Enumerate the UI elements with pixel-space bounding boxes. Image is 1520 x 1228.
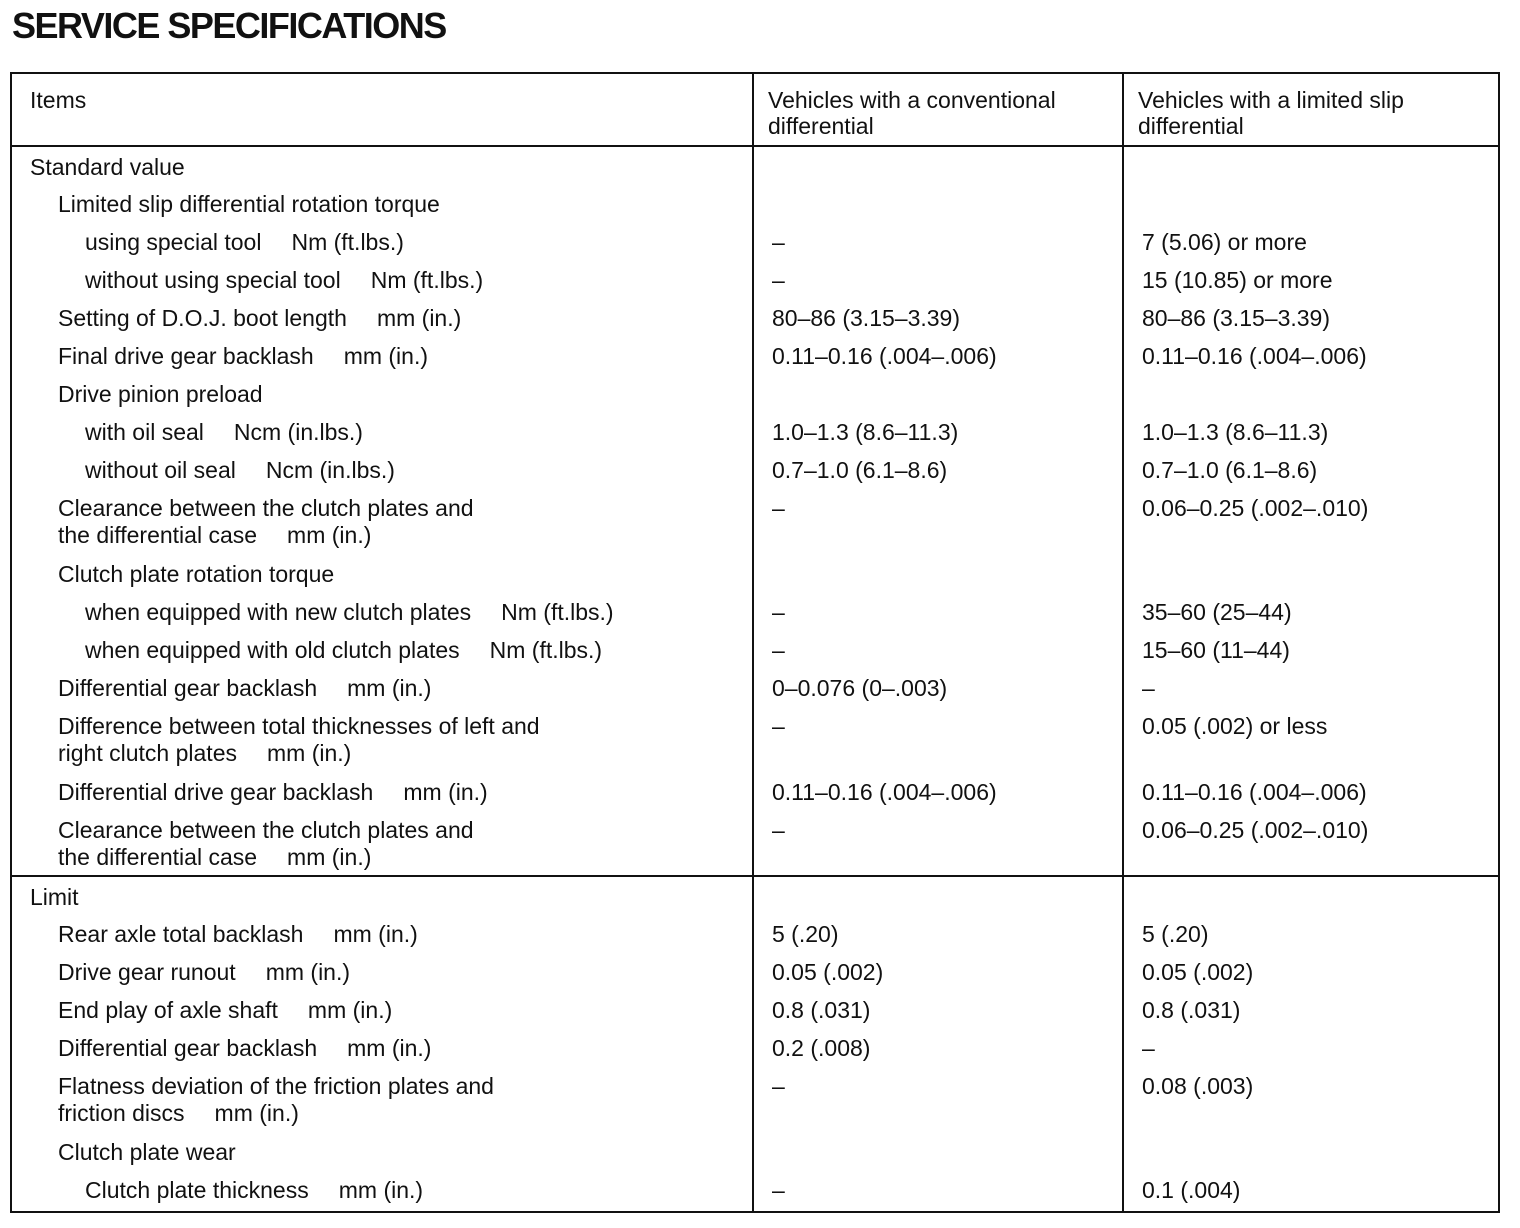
item-cell	[11, 1170, 753, 1212]
item-cell	[11, 554, 753, 592]
limited-slip-value: 0.05 (.002) or less	[1123, 706, 1499, 772]
limited-slip-value: 35–60 (25–44)	[1123, 592, 1499, 630]
table-row	[11, 914, 1499, 952]
conventional-value: –	[753, 1066, 1123, 1132]
item-cell	[11, 412, 753, 450]
item-label: Difference between total thicknesses of left and	[58, 713, 540, 739]
item-cell	[11, 1066, 753, 1132]
header-conventional: Vehicles with a conventional differential	[753, 73, 1123, 146]
conventional-value	[753, 554, 1123, 592]
item-label: with oil seal	[85, 419, 204, 445]
item-label: Drive pinion preload	[58, 381, 263, 407]
limited-slip-value	[1123, 554, 1499, 592]
conventional-value: 80–86 (3.15–3.39)	[753, 298, 1123, 336]
conventional-value: –	[753, 1170, 1123, 1212]
limited-slip-value: –	[1123, 1028, 1499, 1066]
unit-label: mm (in.)	[403, 779, 488, 805]
item-cell	[11, 706, 753, 772]
item-cell	[11, 374, 753, 412]
conventional-value: 0.2 (.008)	[753, 1028, 1123, 1066]
table-row	[11, 1066, 1499, 1132]
conventional-value: –	[753, 706, 1123, 772]
item-cell	[11, 298, 753, 336]
item-label: Drive gear runout	[58, 959, 236, 985]
item-label: Differential gear backlash	[58, 1035, 318, 1061]
table-row	[11, 184, 1499, 222]
table-row	[11, 374, 1499, 412]
limited-slip-value	[1123, 184, 1499, 222]
empty-cell	[753, 876, 1123, 914]
conventional-value	[753, 374, 1123, 412]
table-row	[11, 260, 1499, 298]
item-cell	[11, 450, 753, 488]
conventional-value: –	[753, 260, 1123, 298]
item-label-line2: the differential case	[58, 522, 258, 548]
conventional-value	[753, 184, 1123, 222]
conventional-value: –	[753, 592, 1123, 630]
limited-slip-value: 0.11–0.16 (.004–.006)	[1123, 772, 1499, 810]
table-row	[11, 488, 1499, 554]
unit-label: Nm (ft.lbs.)	[291, 229, 404, 255]
conventional-value: –	[753, 488, 1123, 554]
unit-label: Ncm (in.lbs.)	[265, 457, 395, 483]
limited-slip-value	[1123, 374, 1499, 412]
item-cell	[11, 668, 753, 706]
limited-slip-value: 1.0–1.3 (8.6–11.3)	[1123, 412, 1499, 450]
limited-slip-value: 0.05 (.002)	[1123, 952, 1499, 990]
table-row	[11, 1028, 1499, 1066]
item-label: Clearance between the clutch plates and	[58, 495, 474, 521]
unit-label: mm (in.)	[338, 1177, 424, 1203]
item-label: using special tool	[85, 229, 262, 255]
limited-slip-value: 0.06–0.25 (.002–.010)	[1123, 488, 1499, 554]
unit-label: Nm (ft.lbs.)	[489, 637, 603, 663]
unit-label: mm (in.)	[287, 522, 372, 548]
table-row	[11, 412, 1499, 450]
item-label-line2: the differential case	[58, 844, 258, 870]
limited-slip-value: 5 (.20)	[1123, 914, 1499, 952]
item-cell	[11, 630, 753, 668]
conventional-value: 1.0–1.3 (8.6–11.3)	[753, 412, 1123, 450]
standard-section-label: Standard value	[11, 146, 753, 184]
item-cell	[11, 260, 753, 298]
table-row	[11, 668, 1499, 706]
table-row	[11, 810, 1499, 876]
table-row	[11, 450, 1499, 488]
item-label: Limited slip differential rotation torque	[58, 191, 440, 217]
limited-slip-value	[1123, 1132, 1499, 1170]
item-label: Final drive gear backlash	[58, 343, 314, 369]
table-row	[11, 592, 1499, 630]
table-row	[11, 706, 1499, 772]
page-title: SERVICE SPECIFICATIONS	[12, 5, 446, 46]
item-cell	[11, 336, 753, 374]
table-row	[11, 772, 1499, 810]
conventional-value: –	[753, 810, 1123, 876]
conventional-value: 0.8 (.031)	[753, 990, 1123, 1028]
unit-label: mm (in.)	[287, 844, 372, 870]
item-label: Clutch plate wear	[58, 1139, 236, 1165]
item-cell	[11, 952, 753, 990]
limited-slip-value: 0.1 (.004)	[1123, 1170, 1499, 1212]
limited-slip-value: 0.7–1.0 (6.1–8.6)	[1123, 450, 1499, 488]
item-label: when equipped with new clutch plates	[85, 599, 472, 625]
item-label-line2: friction discs	[58, 1100, 185, 1126]
limited-slip-value: 15–60 (11–44)	[1123, 630, 1499, 668]
conventional-value	[753, 1132, 1123, 1170]
header-limited-slip: Vehicles with a limited slip differential	[1123, 73, 1499, 146]
item-label: Clutch plate rotation torque	[58, 561, 335, 587]
conventional-value: –	[753, 630, 1123, 668]
empty-cell	[1123, 146, 1499, 184]
item-cell	[11, 184, 753, 222]
conventional-value: 0.11–0.16 (.004–.006)	[753, 772, 1123, 810]
table-row	[11, 1170, 1499, 1212]
item-cell	[11, 1132, 753, 1170]
table-row	[11, 222, 1499, 260]
unit-label: mm (in.)	[347, 1035, 432, 1061]
item-label: without using special tool	[85, 267, 341, 293]
unit-label: mm (in.)	[214, 1100, 299, 1126]
unit-label: mm (in.)	[266, 740, 352, 766]
item-cell	[11, 1028, 753, 1066]
limited-slip-value: 15 (10.85) or more	[1123, 260, 1499, 298]
unit-label: Nm (ft.lbs.)	[370, 267, 484, 293]
item-cell	[11, 810, 753, 876]
conventional-value: 0.7–1.0 (6.1–8.6)	[753, 450, 1123, 488]
unit-label: mm (in.)	[347, 675, 432, 701]
item-label: Differential drive gear backlash	[58, 779, 374, 805]
empty-cell	[1123, 876, 1499, 914]
item-label: when equipped with old clutch plates	[85, 637, 460, 663]
item-label: without oil seal	[85, 457, 236, 483]
limited-slip-value: 7 (5.06) or more	[1123, 222, 1499, 260]
standard-body	[11, 146, 1499, 876]
conventional-value: 0.05 (.002)	[753, 952, 1123, 990]
service-specifications-table	[10, 72, 1500, 1213]
item-cell	[11, 592, 753, 630]
limited-slip-value: 0.06–0.25 (.002–.010)	[1123, 810, 1499, 876]
unit-label: mm (in.)	[265, 959, 351, 985]
unit-label: mm (in.)	[343, 343, 429, 369]
item-label: Flatness deviation of the friction plates and	[58, 1073, 494, 1099]
item-label: Setting of D.O.J. boot length	[58, 305, 347, 331]
item-cell	[11, 914, 753, 952]
limited-slip-value: 80–86 (3.15–3.39)	[1123, 298, 1499, 336]
header-row	[11, 73, 1499, 146]
conventional-value: 0.11–0.16 (.004–.006)	[753, 336, 1123, 374]
item-label: Clutch plate thickness	[85, 1177, 309, 1203]
item-cell	[11, 990, 753, 1028]
table-row	[11, 990, 1499, 1028]
table-row	[11, 554, 1499, 592]
unit-label: mm (in.)	[307, 997, 393, 1023]
conventional-value: –	[753, 222, 1123, 260]
limit-section-label: Limit	[11, 876, 753, 914]
unit-label: Ncm (in.lbs.)	[233, 419, 363, 445]
standard-section-row	[11, 146, 1499, 184]
unit-label: Nm (ft.lbs.)	[501, 599, 614, 625]
table-row	[11, 630, 1499, 668]
item-label-line2: right clutch plates	[58, 740, 237, 766]
empty-cell	[753, 146, 1123, 184]
item-label: Clearance between the clutch plates and	[58, 817, 474, 843]
unit-label: mm (in.)	[333, 921, 418, 947]
limit-section-row	[11, 876, 1499, 914]
limited-slip-value: –	[1123, 668, 1499, 706]
item-label: Differential gear backlash	[58, 675, 318, 701]
conventional-value: 0–0.076 (0–.003)	[753, 668, 1123, 706]
table-row	[11, 952, 1499, 990]
table-row	[11, 336, 1499, 374]
conventional-value: 5 (.20)	[753, 914, 1123, 952]
item-cell	[11, 488, 753, 554]
item-label: End play of axle shaft	[58, 997, 278, 1023]
unit-label: mm (in.)	[376, 305, 462, 331]
limited-slip-value: 0.11–0.16 (.004–.006)	[1123, 336, 1499, 374]
limit-body	[11, 876, 1499, 1212]
item-label: Rear axle total backlash	[58, 921, 304, 947]
item-cell	[11, 772, 753, 810]
table-row	[11, 298, 1499, 336]
header-items: Items	[11, 73, 753, 146]
table-row	[11, 1132, 1499, 1170]
limited-slip-value: 0.08 (.003)	[1123, 1066, 1499, 1132]
item-cell	[11, 222, 753, 260]
limited-slip-value: 0.8 (.031)	[1123, 990, 1499, 1028]
